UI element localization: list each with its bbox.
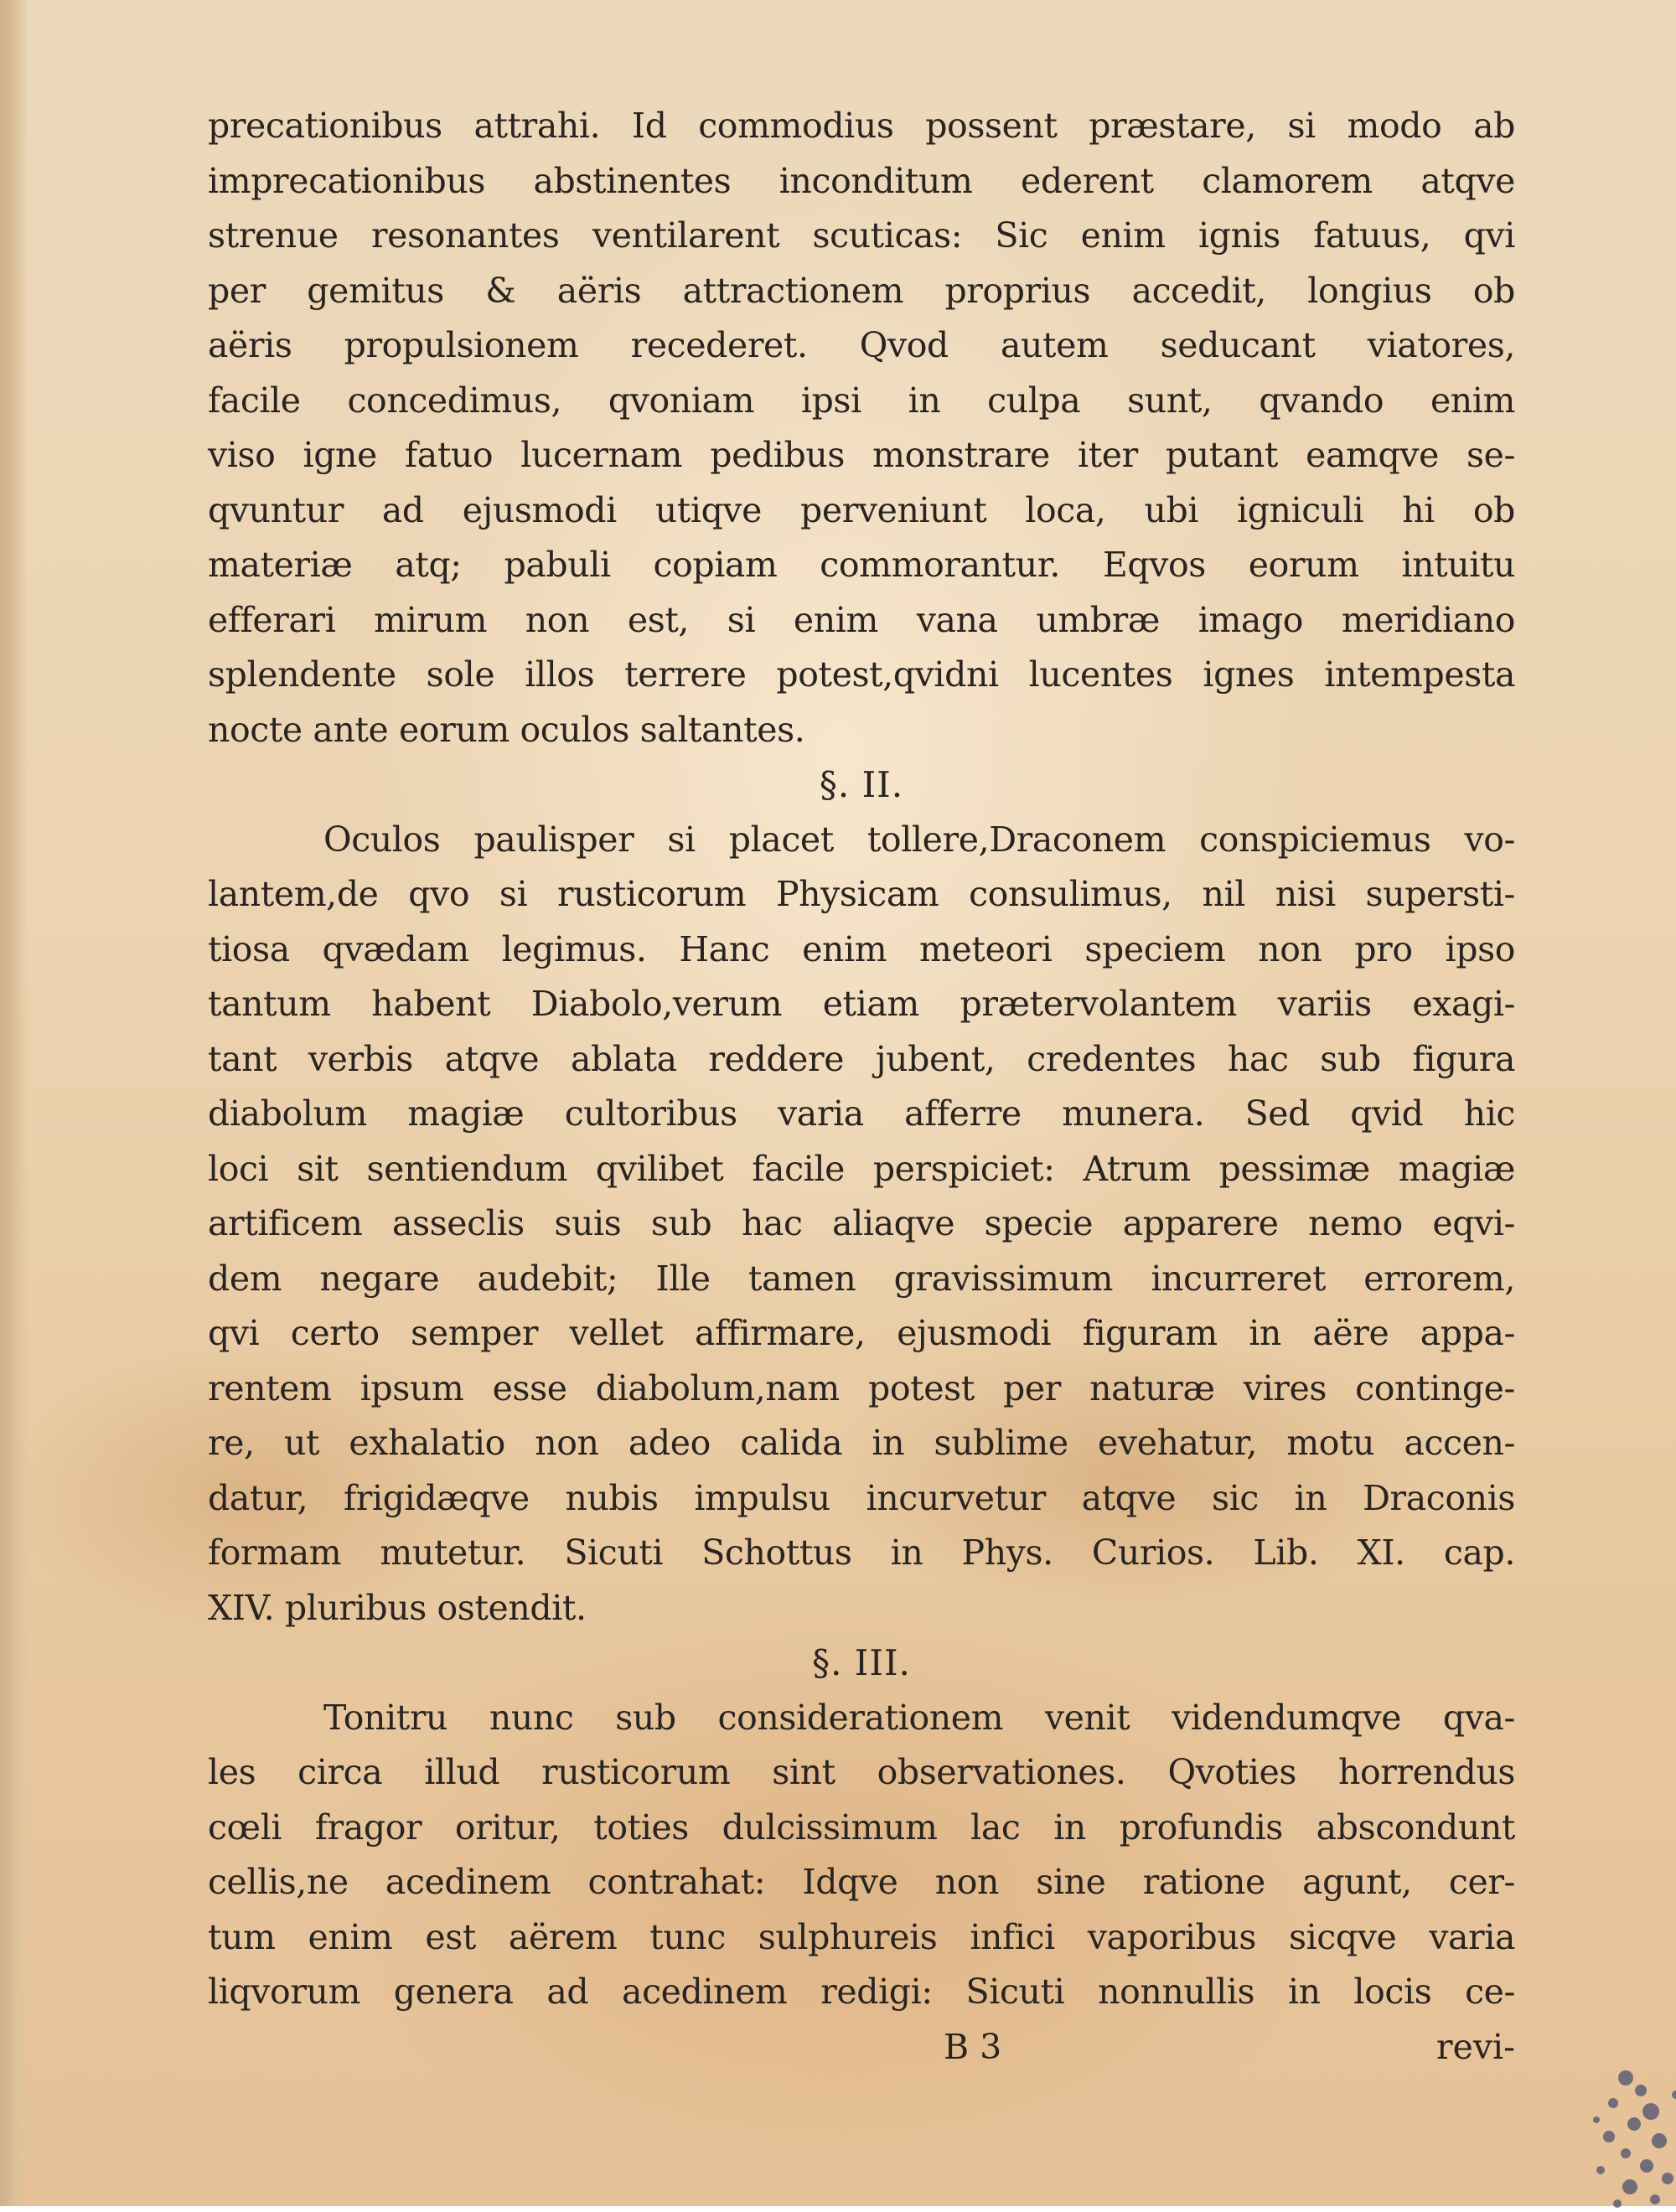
text-line: les circa illud rusticorum sint observationes. Qvoties horrendus	[208, 1752, 1515, 1792]
text-line: materiæ atq; pabuli copiam commorantur. Eqvos eorum intuitu	[208, 545, 1515, 585]
text-line: lantem,de qvo si rusticorum Physicam consulimus, nil nisi supersti-	[208, 874, 1515, 914]
text-line: viso igne fatuo lucernam pedibus monstrare iter putant eamqve se-	[208, 435, 1515, 475]
text-line: dem negare audebit; Ille tamen gravissimum incurreret errorem,	[208, 1258, 1515, 1299]
text-line: nocte ante eorum oculos saltantes.	[208, 709, 805, 750]
text-line: artificem asseclis suis sub hac aliaqve specie apparere nemo eqvi-	[208, 1203, 1515, 1243]
ink-stain	[1575, 2044, 1676, 2212]
text-line: per gemitus & aëris attractionem proprius accedit, longius ob	[208, 270, 1515, 311]
text-line: Tonitru nunc sub considerationem venit videndumqve qva-	[323, 1697, 1515, 1738]
text-line: rentem ipsum esse diabolum,nam potest per naturæ vires continge-	[208, 1367, 1515, 1408]
text-line: Oculos paulisper si placet tollere,Draconem conspiciemus vo-	[323, 819, 1515, 860]
text-line: re, ut exhalatio non adeo calida in sublime evehatur, motu accen-	[208, 1423, 1515, 1463]
text-line: loci sit sentiendum qvilibet facile perspiciet: Atrum pessimæ magiæ	[208, 1148, 1515, 1189]
text-line: qvuntur ad ejusmodi utiqve perveniunt loca, ubi igniculi hi ob	[208, 489, 1515, 530]
text-line: facile concedimus, qvoniam ipsi in culpa sunt, qvando enim	[208, 380, 1515, 421]
text-line: splendente sole illos terrere potest,qvidni lucentes ignes intempesta	[208, 654, 1515, 695]
text-line: tum enim est aërem tunc sulphureis infici vaporibus sicqve varia	[208, 1916, 1515, 1957]
text-line: qvi certo semper vellet affirmare, ejusmodi figuram in aëre appa-	[208, 1313, 1515, 1353]
signature-mark: B 3	[944, 2026, 1002, 2067]
section-heading-3: §. III.	[812, 1642, 911, 1683]
paragraph-1	[208, 99, 1515, 757]
text-line: tantum habent Diabolo,verum etiam prætervolantem variis exagi-	[208, 984, 1515, 1024]
text-line: aëris propulsionem recederet. Qvod autem seducant viatores,	[208, 325, 1515, 365]
text-line: formam mutetur. Sicuti Schottus in Phys. Curios. Lib. XI. cap.	[208, 1532, 1515, 1573]
text-line: efferari mirum non est, si enim vana umbræ imago meridiano	[208, 599, 1515, 640]
text-line: tiosa qvædam legimus. Hanc enim meteori speciem non pro ipso	[208, 928, 1515, 969]
text-line: diabolum magiæ cultoribus varia afferre munera. Sed qvid hic	[208, 1093, 1515, 1134]
text-line: strenue resonantes ventilarent scuticas: Sic enim ignis fatuus, qvi	[208, 215, 1515, 256]
binding-edge	[0, 0, 28, 2206]
text-line: datur, frigidæqve nubis impulsu incurvetur atqve sic in Draconis	[208, 1477, 1515, 1518]
section-heading-2: §. II.	[819, 764, 904, 805]
text-line: liqvorum genera ad acedinem redigi: Sicuti nonnullis in locis ce-	[208, 1972, 1515, 2012]
page-footer	[208, 2020, 1515, 2075]
text-line: XIV. pluribus ostendit.	[208, 1587, 587, 1628]
text-line: tant verbis atqve ablata reddere jubent, credentes hac sub figura	[208, 1038, 1515, 1079]
catchword: revi-	[1436, 2026, 1515, 2067]
paragraph-2	[208, 813, 1515, 1636]
text-line: cœli fragor oritur, toties dulcissimum lac in profundis abscondunt	[208, 1806, 1515, 1848]
page-text	[208, 99, 1515, 2075]
paragraph-3	[208, 1691, 1515, 2020]
text-line: precationibus attrahi. Id commodius possent præstare, si modo ab	[208, 106, 1515, 146]
text-line: cellis,ne acedinem contrahat: Idqve non sine ratione agunt, cer-	[208, 1862, 1515, 1902]
text-line: imprecationibus abstinentes inconditum ederent clamorem atqve	[208, 160, 1515, 201]
